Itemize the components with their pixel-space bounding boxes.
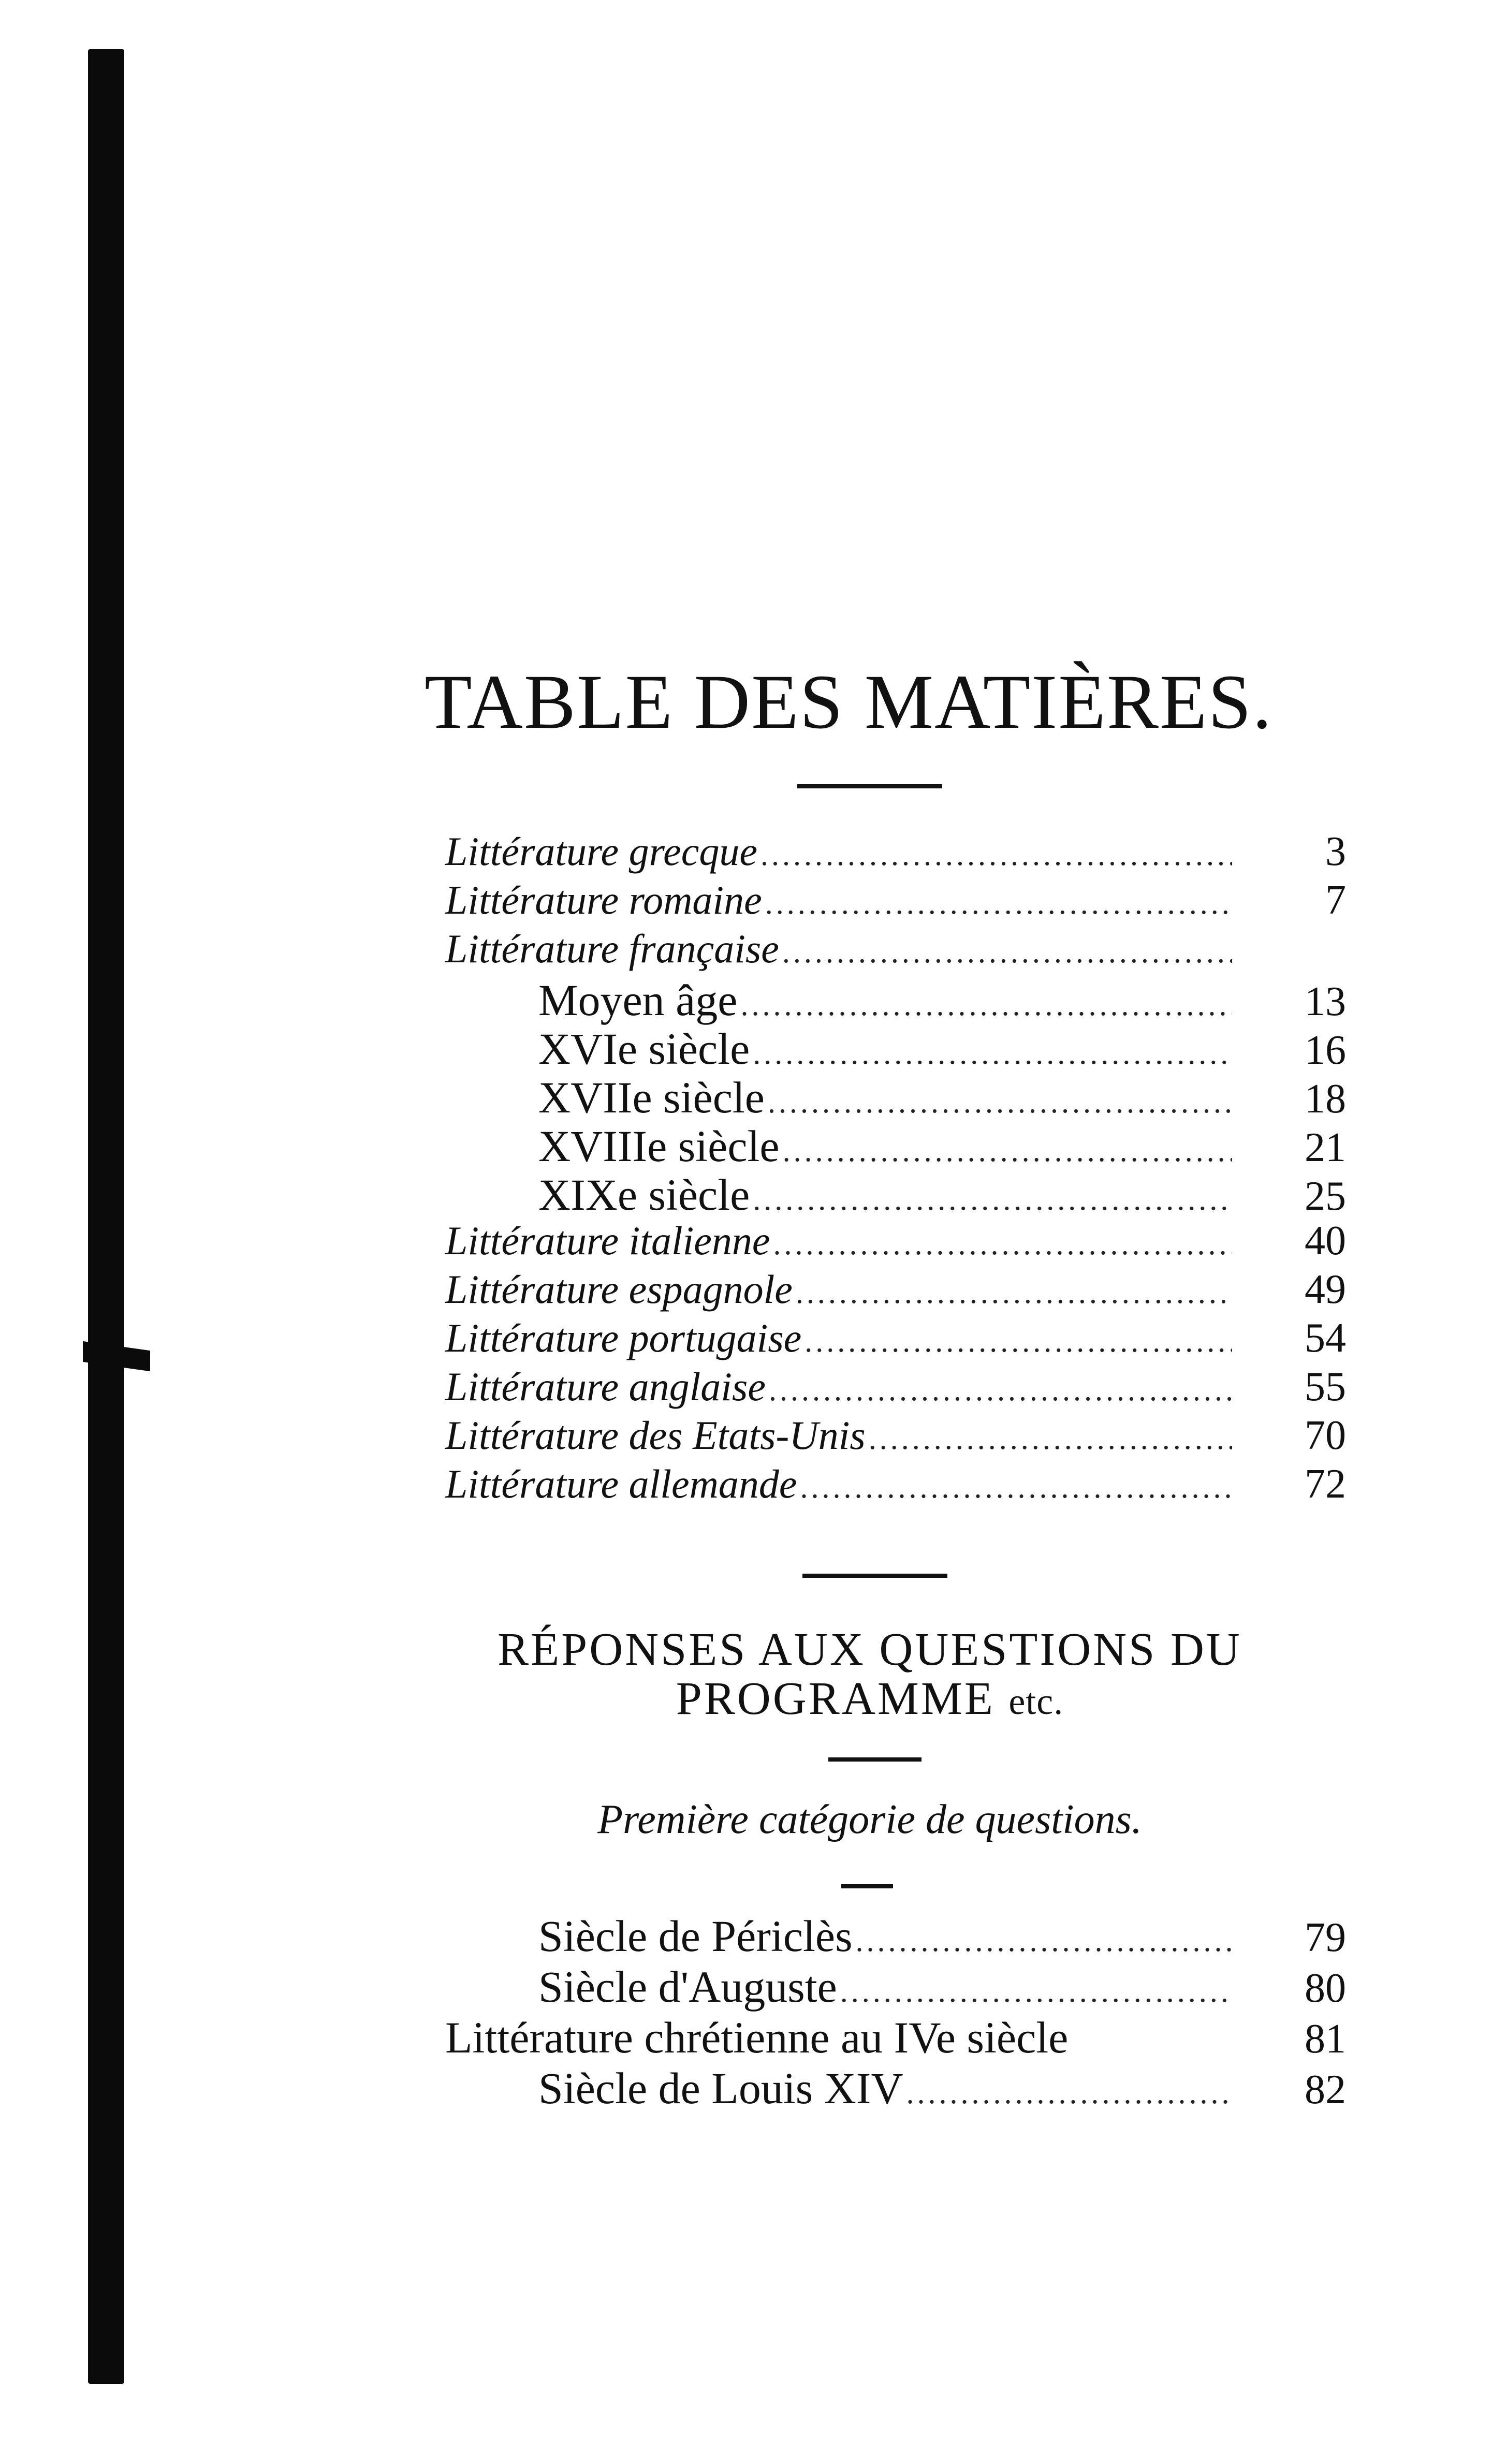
toc-entry-label: Siècle de Louis XIV [538, 2063, 903, 2113]
toc-leader-dots [753, 1182, 1232, 1218]
toc-entry [445, 1266, 1346, 1315]
toc-entry [445, 1363, 1346, 1412]
toc-entry [445, 974, 1346, 1023]
toc-leader-dots [906, 2075, 1232, 2111]
toc-leader-dots [869, 1421, 1232, 1457]
toc-entry-label: Littérature allemande [445, 1461, 797, 1506]
toc-page-number: 72 [1305, 1461, 1346, 1507]
toc-entry-label: Littérature des Etats-Unis [445, 1413, 866, 1458]
toc-leader-dots [760, 837, 1232, 873]
section-rule [802, 1574, 947, 1578]
toc-entry-label: Siècle de Périclès [538, 1911, 853, 1961]
toc-leader-dots [804, 1324, 1232, 1359]
toc-page-number: 80 [1305, 1966, 1346, 2011]
toc-entry-label: XVIIe siècle [538, 1073, 765, 1122]
section-heading-programme: PROGRAMME [676, 1673, 995, 1724]
toc-entry [445, 1910, 1346, 1959]
toc-page-number: 16 [1305, 1028, 1346, 1073]
toc-page-number: 55 [1305, 1364, 1346, 1410]
toc-entry [445, 1961, 1346, 2010]
toc-leader-dots [856, 1923, 1232, 1959]
toc-entry [445, 926, 1346, 974]
toc-page-number: 21 [1305, 1125, 1346, 1170]
toc-leader-dots [765, 886, 1232, 921]
toc-page-number: 82 [1305, 2067, 1346, 2113]
toc-entry [445, 1023, 1346, 1072]
toc-leader-dots [782, 934, 1232, 970]
toc-page-number: 49 [1305, 1267, 1346, 1312]
toc-page-number: 54 [1305, 1315, 1346, 1361]
toc-entry [445, 1120, 1346, 1169]
toc-entry-label: XVIIIe siècle [538, 1121, 780, 1171]
toc-page-number: 13 [1305, 979, 1346, 1024]
toc-page-number: 25 [1305, 1174, 1346, 1219]
toc-entry-label: Littérature romaine [445, 877, 762, 922]
subsection-rule [828, 1757, 921, 1762]
toc-entry [445, 1169, 1346, 1218]
toc-entry [445, 828, 1346, 877]
toc-entry-label: Moyen âge [538, 975, 738, 1025]
section-heading-line1: RÉPONSES AUX QUESTIONS DU [498, 1624, 1242, 1675]
toc-leader-dots [768, 1084, 1232, 1120]
toc-entry [445, 2012, 1346, 2060]
toc-leader-dots [769, 1372, 1232, 1408]
toc-leader-dots [740, 987, 1232, 1023]
toc-page-number: 70 [1305, 1413, 1346, 1458]
toc-entry [445, 2062, 1346, 2111]
toc-entry-label: XIXe siècle [538, 1170, 750, 1220]
short-rule [841, 1884, 893, 1888]
toc-entry [445, 1461, 1346, 1509]
toc-entry-label: XVIe siècle [538, 1024, 750, 1074]
toc-entry [445, 1072, 1346, 1120]
title-rule [797, 784, 942, 788]
toc-entry-label: Littérature portugaise [445, 1315, 802, 1360]
toc-entry [445, 1315, 1346, 1363]
toc-entry [445, 1412, 1346, 1461]
toc-page-number: 7 [1325, 877, 1346, 923]
section-subtitle: Première catégorie de questions. [597, 1797, 1142, 1842]
toc-entry-label: Littérature italienne [445, 1218, 770, 1263]
toc-entry-label: Siècle d'Auguste [538, 1962, 837, 2012]
toc-entry-label: Littérature anglaise [445, 1364, 766, 1409]
toc-page-number: 79 [1305, 1915, 1346, 1960]
toc-leader-dots [773, 1226, 1232, 1262]
binding-strip [88, 49, 124, 2384]
section-heading-etc: etc. [1008, 1681, 1064, 1722]
toc-entry [445, 877, 1346, 926]
toc-leader-dots [796, 1275, 1232, 1311]
toc-page-number: 40 [1305, 1218, 1346, 1264]
toc-leader-dots [840, 1974, 1232, 2010]
toc-entry [445, 1218, 1346, 1266]
toc-page-number: 18 [1305, 1076, 1346, 1122]
toc-leader-dots [800, 1470, 1232, 1505]
toc-page-number: 81 [1305, 2016, 1346, 2062]
toc-entry-label: Littérature espagnole [445, 1267, 793, 1312]
toc-entry-label: Littérature grecque [445, 829, 757, 874]
page-title: TABLE DES MATIÈRES. [425, 659, 1273, 745]
section-heading-line2 [435, 1672, 1305, 1725]
toc-entry-label: Littérature française [445, 926, 779, 971]
toc-leader-dots [753, 1036, 1232, 1072]
toc-entry-label: Littérature chrétienne au IVe siècle [445, 2013, 1069, 2062]
toc-leader-dots [783, 1133, 1232, 1169]
toc-page-number: 3 [1325, 829, 1346, 874]
